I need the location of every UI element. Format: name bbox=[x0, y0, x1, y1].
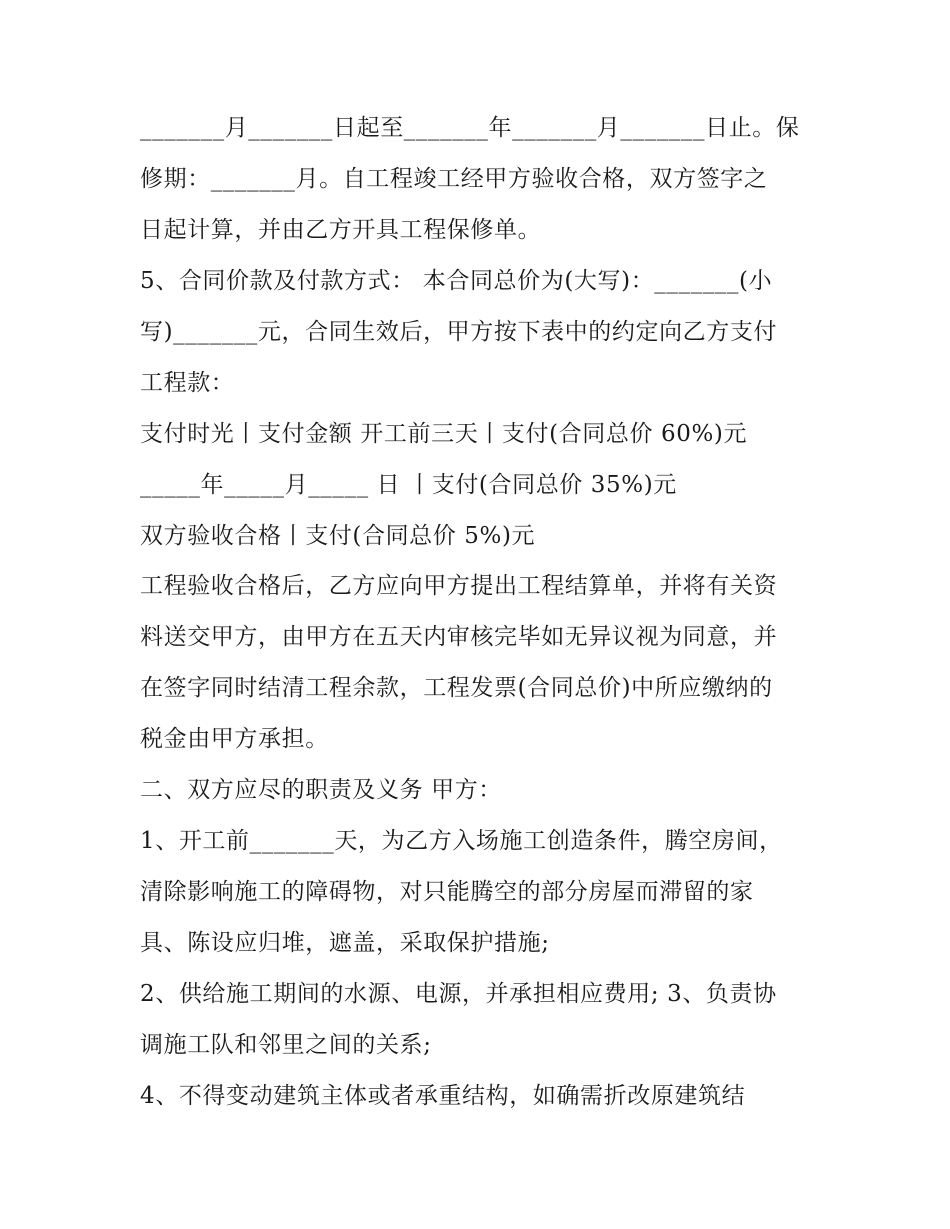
text-line: 具、陈设应归堆，遮盖，采取保护措施; bbox=[140, 930, 550, 956]
text-line: 二、双方应尽的职责及义务 甲方： bbox=[140, 777, 502, 803]
text-line: 5、合同价款及付款方式： 本合同总价为(大写)：_______(小 bbox=[140, 268, 773, 294]
text-line: 4、不得变动建筑主体或者承重结构，如确需折改原建筑结 bbox=[140, 1083, 746, 1109]
text-line: 料送交甲方，由甲方在五天内审核完毕如无异议视为同意，并 bbox=[140, 624, 778, 650]
text-line: 写)_______元，合同生效后，甲方按下表中的约定向乙方支付 bbox=[140, 319, 778, 345]
text-line: 支付时光丨支付金额 开工前三天丨支付(合同总价 60%)元 bbox=[140, 421, 748, 447]
text-line: 税金由甲方承担。 bbox=[140, 726, 329, 752]
text-line: 清除影响施工的障碍物，对只能腾空的部分房屋而滞留的家 bbox=[140, 879, 754, 905]
text-line: 双方验收合格丨支付(合同总价 5%)元 bbox=[140, 523, 536, 549]
text-line: 修期：_______月。自工程竣工经甲方验收合格，双方签字之 bbox=[140, 166, 768, 192]
text-line: 工程款： bbox=[140, 370, 235, 396]
text-line: 2、供给施工期间的水源、电源，并承担相应费用; 3、负责协 bbox=[140, 981, 777, 1007]
text-line: 工程验收合格后，乙方应向甲方提出工程结算单，并将有关资 bbox=[140, 573, 778, 599]
text-line: _______月_______日起至_______年_______月_______日止。保 bbox=[140, 115, 800, 141]
text-line: 1、开工前_______天，为乙方入场施工创造条件，腾空房间， bbox=[140, 828, 783, 854]
text-line: _____年_____月_____ 日 丨支付(合同总价 35%)元 bbox=[140, 472, 677, 498]
text-line: 在签字同时结清工程余款，工程发票(合同总价)中所应缴纳的 bbox=[140, 675, 773, 701]
text-line: 调施工队和邻里之间的关系; bbox=[140, 1032, 432, 1058]
text-line: 日起计算，并由乙方开具工程保修单。 bbox=[140, 217, 542, 243]
